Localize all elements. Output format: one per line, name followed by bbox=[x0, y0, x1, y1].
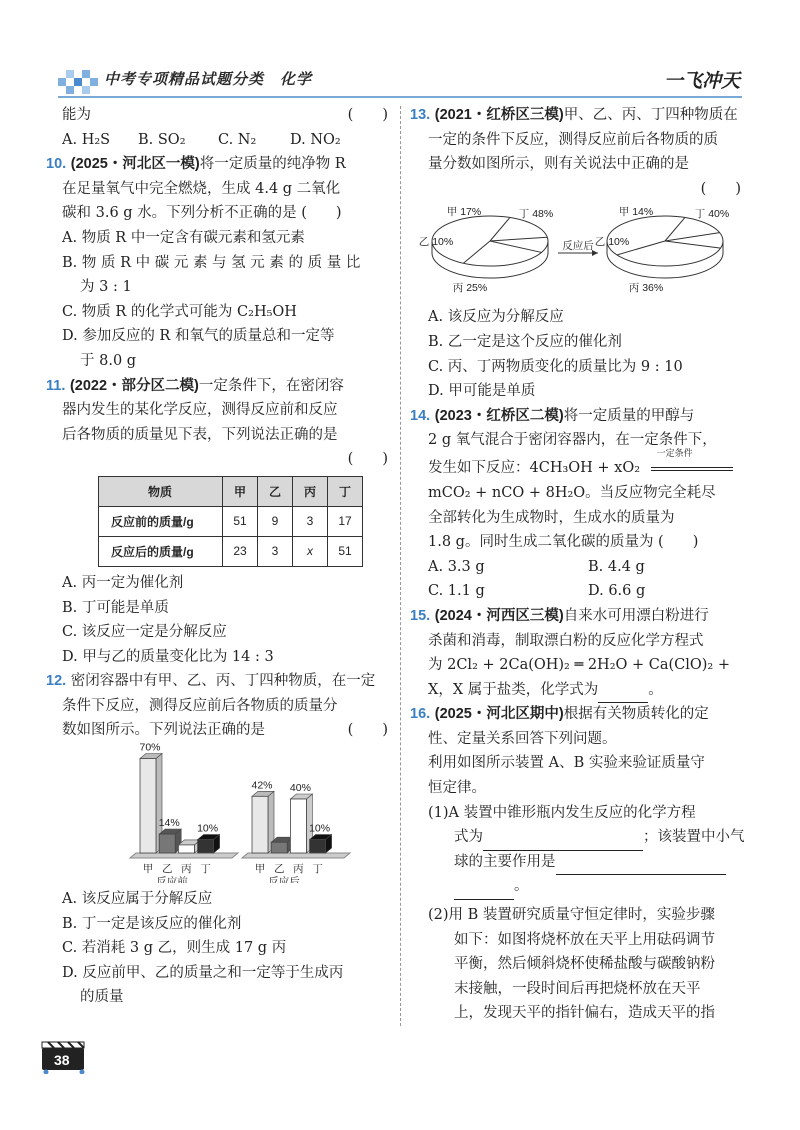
data-label: 70% bbox=[139, 743, 161, 754]
question-text: 1.8 g。同时生成二氧化碳的质量为 ( ) bbox=[428, 534, 699, 551]
table-header-cell: 甲 bbox=[223, 476, 258, 506]
question-text: 。 bbox=[648, 681, 663, 698]
pie-slice-label: 丙 36% bbox=[628, 282, 664, 295]
pie-slice-label: 乙 10% bbox=[594, 236, 630, 249]
pie-slice-label: 甲 14% bbox=[618, 206, 654, 219]
sub-question-1: (1)A 装置中锥形瓶内发生反应的化学方程 bbox=[428, 804, 696, 821]
answer-paren: ( ) bbox=[347, 107, 388, 123]
table-header-cell: 物质 bbox=[99, 476, 223, 506]
option-a: A. 物质 R 中一定含有碳元素和氢元素 bbox=[62, 229, 305, 246]
header-rule bbox=[58, 96, 742, 98]
tick-label: 乙 bbox=[273, 863, 285, 876]
bar bbox=[290, 799, 306, 853]
question-text: 密闭容器中有甲、乙、丙、丁四种物质，在一定 bbox=[70, 673, 376, 690]
table-cell: 9 bbox=[258, 506, 293, 536]
option-b: B. 丁可能是单质 bbox=[62, 599, 169, 616]
bar bbox=[310, 840, 326, 854]
series-title: 中考专项精品试题分类 化学 bbox=[104, 70, 313, 88]
prev-tail-text: 能为 bbox=[62, 107, 91, 123]
group-label: 反应后 bbox=[268, 876, 300, 884]
right-column bbox=[410, 103, 745, 1026]
answer-paren: ( ) bbox=[347, 451, 388, 468]
table-header-row bbox=[99, 476, 363, 506]
option-b: B. 乙一定是这个反应的催化剂 bbox=[428, 333, 622, 350]
question-text: 式为 bbox=[454, 829, 483, 846]
question-text: 如下：如图将烧杯放在天平上用砝码调节 bbox=[454, 931, 715, 948]
option-b: B. 物 质 R 中 碳 元 素 与 氢 元 素 的 质 量 比 bbox=[62, 254, 361, 271]
question-number: 13. bbox=[410, 107, 431, 123]
question-15 bbox=[410, 604, 745, 702]
option-d: D. 参加反应的 R 和氧气的质量总和一定等 bbox=[62, 328, 335, 345]
tick-label: 甲 bbox=[142, 863, 154, 876]
tick-label: 丙 bbox=[293, 863, 304, 876]
equation-left: 发生如下反应：4CH₃OH + xO₂ bbox=[428, 459, 641, 476]
data-label: 10% bbox=[309, 822, 331, 835]
prev-question-tail bbox=[62, 103, 392, 128]
question-text: 一定的条件下反应，测得反应前后各物质的质 bbox=[428, 131, 718, 148]
question-text: 后各物质的质量见下表，下列说法正确的是 bbox=[62, 426, 338, 443]
question-number: 10. bbox=[46, 156, 67, 173]
question-12 bbox=[46, 669, 392, 1010]
question-text: 数如图所示。下列说法正确的是 bbox=[62, 722, 265, 739]
option-c: C. 若消耗 3 g 乙，则生成 17 g 丙 bbox=[62, 940, 287, 957]
question-text: 性、定量关系回答下列问题。 bbox=[428, 730, 617, 747]
answer-blank[interactable] bbox=[598, 678, 648, 704]
mass-table bbox=[98, 476, 363, 567]
brand-logo: 一飞冲天 bbox=[663, 70, 740, 92]
chart-floor bbox=[242, 853, 350, 858]
answer-blank[interactable] bbox=[556, 850, 726, 876]
question-13 bbox=[410, 103, 745, 404]
answer-paren: ( ) bbox=[347, 722, 388, 739]
question-number: 12. bbox=[46, 673, 67, 690]
question-text: 为 2Cl₂ + 2Ca(OH)₂ ═ 2H₂O + Ca(ClO)₂ + bbox=[428, 657, 731, 674]
option-a: A. 该反应为分解反应 bbox=[428, 309, 564, 326]
question-14 bbox=[410, 404, 745, 604]
question-text: 量分数如图所示，则有关说法中正确的是 bbox=[428, 156, 689, 173]
bar-chart bbox=[62, 743, 392, 883]
tick-label: 甲 bbox=[254, 863, 266, 876]
option-d-cont: 于 8.0 g bbox=[80, 352, 137, 369]
question-number: 14. bbox=[410, 407, 431, 424]
question-text: X，X 属于盐类，化学式为 bbox=[428, 681, 599, 698]
pie-slice-label: 丁 48% bbox=[518, 208, 554, 221]
question-16 bbox=[410, 702, 745, 1026]
table-cell: 51 bbox=[328, 536, 363, 566]
table-header-cell: 丙 bbox=[293, 476, 328, 506]
bar bbox=[178, 845, 194, 853]
bar bbox=[198, 840, 214, 854]
question-text: 全部转化为生成物时，生成水的质量为 bbox=[428, 509, 675, 526]
answer-paren: ( ) bbox=[700, 180, 741, 197]
tick-label: 丙 bbox=[181, 863, 192, 876]
pie-charts bbox=[410, 201, 745, 301]
table-row bbox=[99, 536, 363, 566]
question-text: 在足量氧气中完全燃烧，生成 4.4 g 二氧化 bbox=[62, 180, 341, 197]
table-row bbox=[99, 506, 363, 536]
option-c: C. 该反应一定是分解反应 bbox=[62, 624, 227, 641]
question-10 bbox=[46, 152, 392, 373]
option-d: D. 甲与乙的质量变化比为 14 : 3 bbox=[62, 648, 274, 665]
question-11 bbox=[46, 374, 392, 670]
table-cell: 3 bbox=[293, 506, 328, 536]
option-a: A. H₂S bbox=[62, 131, 111, 148]
question-source: (2025・河北区期中) bbox=[434, 706, 564, 723]
prev-options bbox=[62, 128, 392, 153]
option-d: D. 反应前甲、乙的质量之和一定等于生成丙 bbox=[62, 964, 344, 981]
table-header-cell: 丁 bbox=[328, 476, 363, 506]
question-text: 甲、乙、丙、丁四种物质在 bbox=[563, 107, 738, 123]
table-cell: 51 bbox=[223, 506, 258, 536]
question-text: ；该装置中小气 bbox=[643, 829, 745, 846]
question-number: 16. bbox=[410, 706, 431, 723]
table-cell: 反应后的质量/g bbox=[99, 536, 223, 566]
chart-floor bbox=[130, 853, 238, 858]
reaction-arrow bbox=[651, 448, 733, 478]
pie-slice-label: 甲 17% bbox=[446, 206, 482, 219]
column-divider bbox=[400, 106, 401, 1026]
question-text: 将一定质量的纯净物 R bbox=[199, 156, 346, 173]
table-cell: 3 bbox=[258, 536, 293, 566]
question-text: 平衡，然后倾斜烧杯使稀盐酸与碳酸钠粉 bbox=[454, 956, 715, 973]
answer-blank[interactable] bbox=[454, 874, 514, 900]
table-cell: x bbox=[293, 536, 328, 566]
pie-slice-label: 丙 25% bbox=[452, 282, 488, 295]
question-number: 15. bbox=[410, 607, 431, 624]
option-c: C. N₂ bbox=[218, 131, 257, 148]
question-text: 碳和 3.6 g 水。下列分析不正确的是 ( ) bbox=[62, 205, 342, 222]
data-label: 42% bbox=[251, 779, 273, 792]
option-c: C. 1.1 g bbox=[428, 583, 485, 600]
left-column bbox=[46, 103, 392, 1010]
question-text: 条件下反应，测得反应前后各物质的质量分 bbox=[62, 697, 338, 714]
question-number: 11. bbox=[46, 377, 66, 394]
option-a: A. 该反应属于分解反应 bbox=[62, 891, 213, 908]
table-cell: 反应前的质量/g bbox=[99, 506, 223, 536]
question-source: (2024・河西区三模) bbox=[434, 607, 564, 624]
question-text: 杀菌和消毒，制取漂白粉的反应化学方程式 bbox=[428, 632, 704, 649]
option-b-cont: 为 3 : 1 bbox=[80, 279, 132, 296]
question-text: 将一定质量的甲醇与 bbox=[563, 407, 695, 424]
tick-label: 乙 bbox=[161, 863, 173, 876]
option-d: D. 甲可能是单质 bbox=[428, 383, 536, 400]
option-b: B. 丁一定是该反应的催化剂 bbox=[62, 915, 242, 932]
option-d: D. NO₂ bbox=[290, 131, 341, 148]
option-a: A. 丙一定为催化剂 bbox=[62, 574, 184, 591]
bar bbox=[140, 759, 156, 854]
answer-blank[interactable] bbox=[483, 825, 643, 851]
data-label: 40% bbox=[289, 782, 311, 795]
tick-label: 丁 bbox=[312, 863, 323, 876]
sub-question-2: (2)用 B 装置研究质量守恒定律时，实验步骤 bbox=[428, 907, 715, 924]
bar bbox=[252, 796, 268, 853]
bar bbox=[159, 834, 175, 853]
question-text: 器内发生的某化学反应，测得反应前和反应 bbox=[62, 402, 338, 419]
reaction-condition: 一定条件 bbox=[656, 448, 693, 459]
checker-squares-icon bbox=[58, 64, 98, 94]
option-c: C. 物质 R 的化学式可能为 C₂H₅OH bbox=[62, 303, 297, 320]
bar bbox=[271, 842, 287, 853]
data-label: 14% bbox=[158, 817, 180, 830]
option-d-cont: 的质量 bbox=[80, 989, 124, 1006]
question-text: 上，发现天平的指针偏右，造成天平的指 bbox=[454, 1005, 715, 1022]
group-label: 反应前 bbox=[156, 876, 188, 884]
option-b: B. 4.4 g bbox=[588, 558, 645, 575]
table-header-cell: 乙 bbox=[258, 476, 293, 506]
question-source: (2021・红桥区三模) bbox=[434, 107, 564, 123]
page-number: 38 bbox=[54, 1052, 70, 1068]
question-source: (2023・红桥区二模) bbox=[434, 407, 564, 424]
question-text: mCO₂ + nCO + 8H₂O。当反应物完全耗尽 bbox=[428, 484, 716, 501]
pie-slice-label: 乙 10% bbox=[418, 236, 454, 249]
question-text: 球的主要作用是 bbox=[454, 853, 556, 870]
question-text: 2 g 氧气混合于密闭容器内，在一定条件下， bbox=[428, 432, 717, 449]
pie-slice-label: 丁 40% bbox=[694, 208, 730, 221]
question-text: 一定条件下，在密闭容 bbox=[198, 377, 344, 394]
tick-label: 丁 bbox=[200, 863, 211, 876]
question-text: 自来水可用漂白粉进行 bbox=[563, 607, 709, 624]
page-number-badge bbox=[38, 1040, 90, 1074]
table-cell: 23 bbox=[223, 536, 258, 566]
option-b: B. SO₂ bbox=[138, 131, 186, 148]
question-text: 。 bbox=[514, 878, 529, 895]
data-label: 10% bbox=[197, 822, 219, 835]
option-d: D. 6.6 g bbox=[588, 583, 646, 600]
table-cell: 17 bbox=[328, 506, 363, 536]
question-source: (2025・河北区一模) bbox=[70, 156, 200, 173]
question-text: 末接触，一段时间后再把烧杯放在天平 bbox=[454, 980, 701, 997]
question-text: 根据有关物质转化的定 bbox=[563, 706, 709, 723]
option-c: C. 丙、丁两物质变化的质量比为 9 : 10 bbox=[428, 358, 683, 375]
question-source: (2022・部分区二模) bbox=[69, 377, 199, 394]
page-header bbox=[0, 58, 800, 102]
question-text: 利用如图所示装置 A、B 实验来验证质量守 bbox=[428, 755, 705, 772]
question-text: 恒定律。 bbox=[428, 780, 486, 797]
arrow-label: 反应后 bbox=[562, 240, 594, 253]
option-a: A. 3.3 g bbox=[428, 558, 485, 575]
